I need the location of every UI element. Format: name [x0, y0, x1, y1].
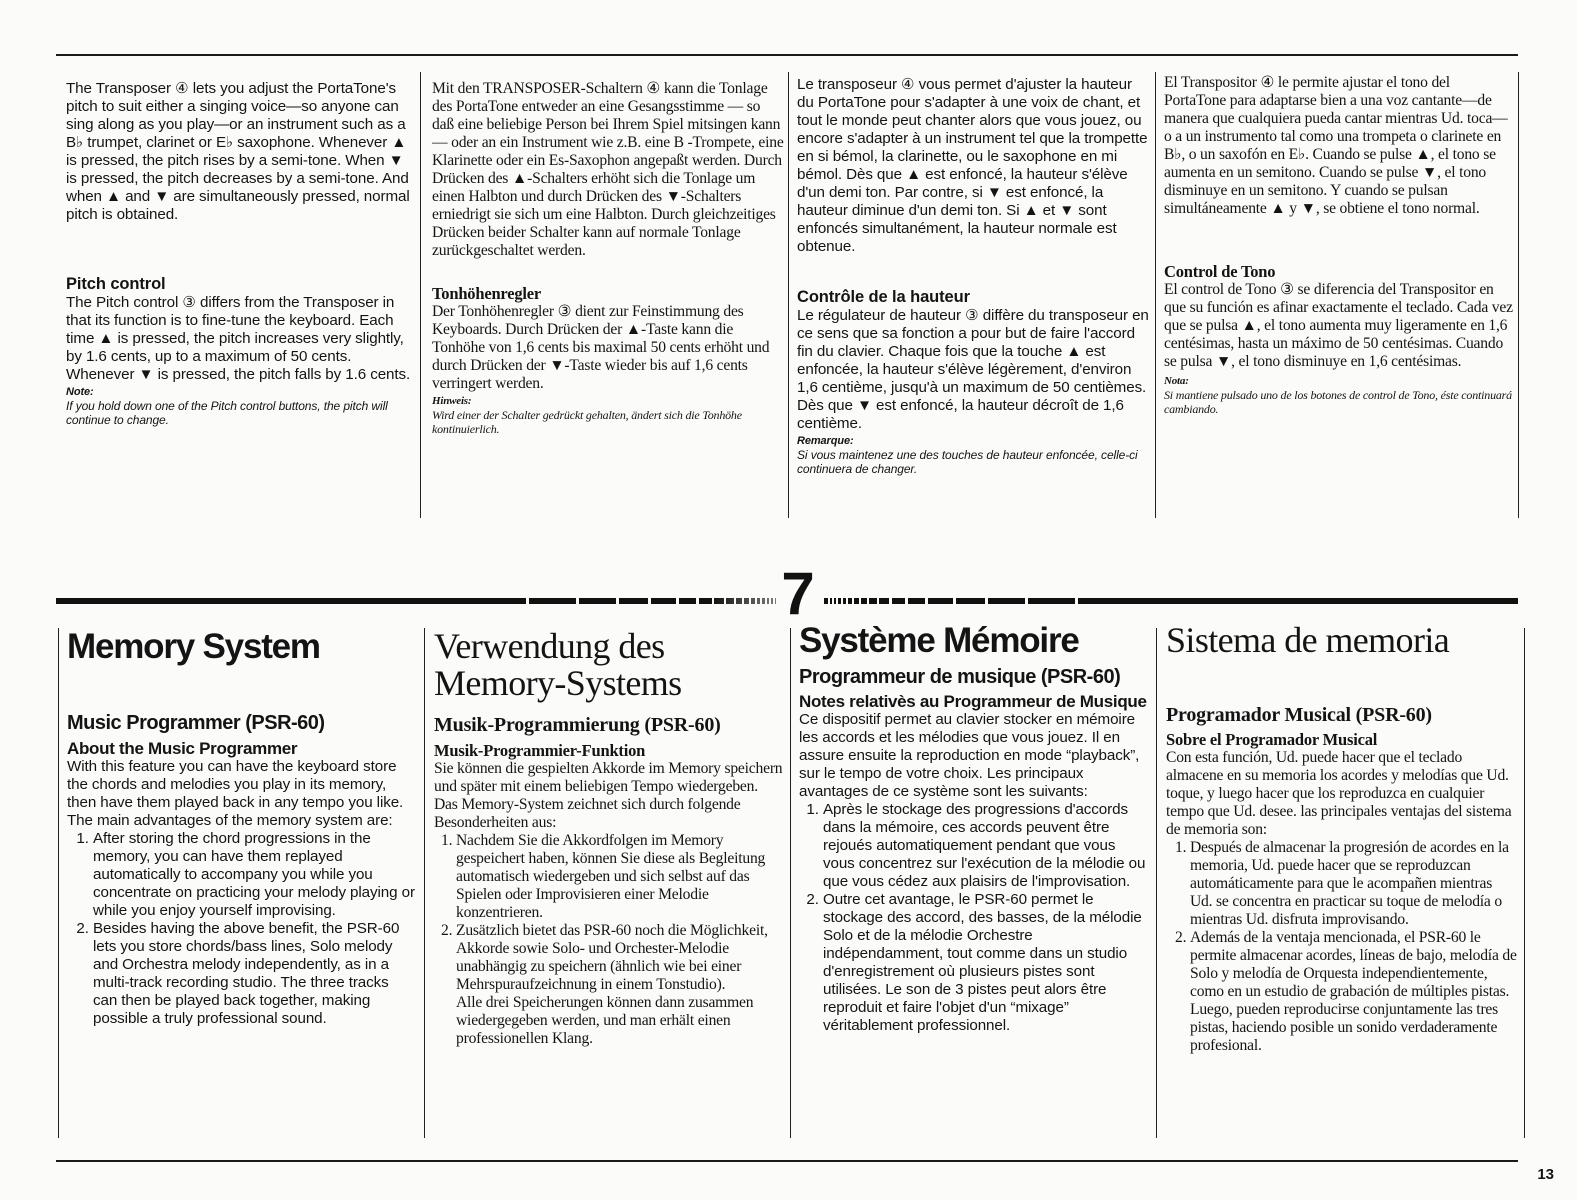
column-divider — [424, 628, 425, 1138]
list-item: 1. Après le stockage des progressions d'accords dans la mémoire, ces accords peuvent être rejoués automatiquement pendant que vous vous concentrez sur l'exécution de la mélodie ou que vous cédez aux plaisirs de l'improvisation. — [823, 801, 1151, 891]
section-title: Sistema de memoria — [1166, 622, 1450, 660]
column-divider — [1518, 72, 1519, 518]
section-title: Verwendung des Memory-Systems — [434, 628, 682, 703]
column-divider — [1155, 72, 1156, 518]
bottom-col-german — [434, 628, 784, 1138]
list-item: 1. After storing the chord progressions in the memory, you can have them replayed automatically to accompany you while you concentrate on practicing your melody playing or while you enjoy yourself improvising. — [93, 830, 415, 920]
top-rule — [56, 54, 1518, 56]
divider-bar-solid-left — [56, 598, 456, 604]
bottom-col-english — [67, 628, 415, 1138]
top-col-spanish — [1164, 74, 1514, 520]
top-col-english — [66, 80, 412, 520]
transposer-text: The Transposer ④ lets you adjust the PortaTone's pitch to suit either a singing voice—so anyone can sing along as you play—or an instrument such as a B♭ trumpet, clarinet or E♭ saxophone. Whenever ▲ is pressed, the pitch rises by a semi-tone. When ▼ is pressed, the pitch decreases by a semi-tone. And when ▲ and ▼ are simultaneously pressed, normal pitch is obtained. — [66, 80, 410, 223]
transposer-text: Mit den TRANSPOSER-Schaltern ④ kann die Tonlage des PortaTone entweder an eine Gesangsstimme — so daß eine beliebige Person bei Ihrem Spiel mitsingen kann — oder an ein Instrument wie z.B. eine B -Trompete, eine Klarinette oder ein Es-Saxophon angepaßt werden. Durch Drücken des ▲-Schalters erhöht sich die Tonlage um einen Halbton und durch Drücken des ▼-Schalters erniedrigt sie sich um eine Halbton. Durch gleichzeitiges Drücken beider Schalter kann auf normale Tonlage zurückgeschaltet werden. — [432, 80, 784, 259]
bottom-col-french — [799, 622, 1151, 1138]
bottom-rule — [56, 1160, 1518, 1162]
top-col-german — [432, 80, 784, 520]
note-text: Wird einer der Schalter gedrückt gehalten, ändert sich die Tonhöhe kontinuierlich. — [432, 408, 742, 436]
pitch-text: Le régulateur de hauteur ③ diffère du transposeur en ce sens que sa fonction a pour but de faire l'accord fin du clavier. Chaque fois que la touche ▲ est enfoncée, la hauteur s'élève légèrement, d'environ 1,6 centième, jusqu'à un maximum de 50 centièmes. Dès que ▼ est enfoncé, la hauteur décroît de 1,6 centième. — [797, 307, 1149, 432]
transposer-text: Le transposeur ④ vous permet d'ajuster la hauteur du PortaTone pour s'adapter à une voix de chant, et tout le monde peut chanter alors que vous jouez, ou encore s'adapter à un instrument tel que la trompette en si bémol, la clarinette, ou le saxophone en mi bémol. Dès que ▲ est enfoncé, la hauteur s'élève d'un demi ton. Par contre, si ▼ est enfoncé, la hauteur diminue d'un demi ton. Si ▲ et ▼ sont enfoncés simultanément, la hauteur normale est obtenue. — [797, 76, 1148, 255]
column-divider — [420, 72, 421, 518]
note-label: Remarque: — [797, 435, 854, 447]
section-subtitle: Programador Musical (PSR-60) — [1166, 704, 1432, 726]
intro-text: Ce dispositif permet au clavier stocker en mémoire les accords et les mélodies que vous jouez. Il en assure ensuite la reproduction en mode “playback”, sur le tempo de votre choix. Les principaux avantages de ce système sont les suivants: — [799, 711, 1140, 800]
sub-heading: Notes relativès au Programmeur de Musique — [799, 692, 1147, 711]
closing-text: Alle drei Speicherungen können dann zusammen wiedergegeben werden, und man erhält einen professionellen Klang. — [456, 994, 754, 1047]
list-item: 2. Besides having the above benefit, the PSR-60 lets you store chords/bass lines, Solo melody and Orchestra melody independently, as in a multi-track recording studio. The three tracks can then be played back together, making possible a truly professional sound. — [93, 920, 415, 1028]
note-label: Note: — [66, 386, 94, 398]
pitch-heading: Tonhöhenregler — [432, 284, 542, 303]
section-title: Système Mémoire — [799, 622, 1079, 660]
intro-text: Sie können die gespielten Akkorde im Memory speichern und später mit einem beliebigen Tempo wiedergeben. Das Memory-System zeichnet sich durch folgende Besonderheiten aus: — [434, 760, 783, 831]
top-col-french — [797, 76, 1149, 520]
pitch-text: El control de Tono ③ se diferencia del Transpositor en que su función es afinar exactamente el teclado. Cada vez que se pulsa ▲, el tono aumenta muy ligeramente en 1,6 centésimas, hasta un máximo de 50 centésimas. Cuando se pulsa ▼, el tono disminuye en 1,6 centésimas. — [1164, 281, 1513, 370]
pitch-text: Der Tonhöhenregler ③ dient zur Feinstimmung des Keyboards. Durch Drücken der ▲-Taste kann die Tonhöhe von 1,6 cents bis maximal 50 cents erhöht und durch Drücken der ▼-Taste wieder bis auf 1,6 cents verringert werden. — [432, 303, 770, 392]
note-text: If you hold down one of the Pitch control buttons, the pitch will continue to change. — [66, 399, 388, 427]
pitch-text: The Pitch control ③ differs from the Transposer in that its function is to fine-tune the keyboard. Each time ▲ is pressed, the pitch increases very slightly, by 1.6 cents, up to a maximum of 50 cents. — [66, 294, 404, 365]
note-text: Si mantiene pulsado uno de los botones de control de Tono, éste continuará cambiando. — [1164, 388, 1512, 416]
list-item: 2. Además de la ventaja mencionada, el PSR-60 le permite almacenar acordes, líneas de bajo, melodía de Solo y melodía de Orquesta independientemente, como en un estudio de grabación de múltiples pistas. Luego, pueden reproducirse conjuntamente las tres pistas, haciendo posible un sonido verdaderamente profesional. — [1190, 929, 1518, 1055]
section-number: 7 — [781, 560, 815, 627]
note-label: Hinweis: — [432, 395, 472, 407]
section-subtitle: Programmeur de musique (PSR-60) — [799, 666, 1121, 688]
note-text: Si vous maintenez une des touches de hauteur enfoncée, celle-ci continuera de changer. — [797, 448, 1138, 476]
advantages-list — [67, 830, 415, 1028]
transposer-text: El Transpositor ④ le permite ajustar el tono del PortaTone para adaptarse bien a una voz cantante—de manera que cualquiera pueda cantar mientras Ud. toca—o a un instrumento tal como una trompeta o clarinete en B♭, o un saxofón en E♭. Cuando se pulse ▲, el tono se aumenta en un semitono. Cuando se pulse ▼, el tono disminuye en un semitono. Y cuando se pulsan simultáneamente ▲ y ▼, se obtiene el tono normal. — [1164, 74, 1508, 217]
advantages-list — [1166, 839, 1518, 1055]
advantages-list — [799, 801, 1151, 1035]
sub-heading: Sobre el Programador Musical — [1166, 730, 1378, 749]
section-subtitle: Musik-Programmierung (PSR-60) — [434, 714, 721, 736]
pitch-heading: Contrôle de la hauteur — [797, 288, 970, 306]
column-divider — [788, 72, 789, 518]
column-divider — [58, 628, 59, 1138]
column-divider — [1156, 628, 1157, 1138]
column-divider — [1524, 628, 1525, 1138]
section-subtitle: Music Programmer (PSR-60) — [67, 712, 325, 734]
list-item: 1. Nachdem Sie die Akkordfolgen im Memory gespeichert haben, können Sie diese als Begleitung automatisch wiedergeben und sich selbst auf das Spielen oder Improvisieren einer Melodie konzentrieren. — [456, 832, 784, 922]
section-title: Memory System — [67, 628, 320, 666]
intro-text: With this feature you can have the keyboard store the chords and melodies you play in its memory, then have them played back in any tempo you like. The main advantages of the memory system are: — [67, 758, 404, 829]
note-label: Nota: — [1164, 375, 1189, 387]
bottom-col-spanish — [1166, 622, 1518, 1138]
divider-bar-right — [824, 598, 1518, 604]
list-item: 1. Después de almacenar la progresión de acordes en la memoria, Ud. puede hacer que se reproduzcan automáticamente para que le acompañen mientras Ud. se concentra en practicar su toque de melodía o mientras Ud. disfruta improvisando. — [1190, 839, 1518, 929]
sub-heading: Musik-Programmier-Funktion — [434, 741, 646, 760]
list-item: 2. Outre cet avantage, le PSR-60 permet le stockage des accord, des basses, de la mélodie Solo et de la mélodie Orchestre indépendamment, tout comme dans un studio d'enregistrement où plusieurs pistes sont utilisées. Le son de 3 pistes peut alors être reproduit et faire l'objet d'un “mixage” véritablement professionnel. — [823, 891, 1151, 1035]
sub-heading: About the Music Programmer — [67, 739, 298, 758]
pitch-heading: Control de Tono — [1164, 262, 1276, 281]
pitch-text-2: Whenever ▼ is pressed, the pitch falls by 1.6 cents. — [66, 366, 411, 383]
list-item: 2. Zusätzlich bietet das PSR-60 noch die Möglichkeit, Akkorde sowie Solo- und Orchester-Melodie unabhängig zu speichern (ähnlich wie bei einer Mehrspuraufzeichnung in einem Tonstudio). — [456, 922, 784, 994]
pitch-heading: Pitch control — [66, 275, 166, 293]
intro-text: Con esta función, Ud. puede hacer que el teclado almacene en su memoria los acordes y melodías que Ud. toque, y luego hacer que los reproduzca en cualquier tempo que Ud. desee. las principales ventajas del sistema de memoria son: — [1166, 749, 1512, 838]
column-divider — [790, 628, 791, 1138]
page-number: 13 — [1537, 1166, 1554, 1183]
advantages-list — [434, 832, 784, 994]
